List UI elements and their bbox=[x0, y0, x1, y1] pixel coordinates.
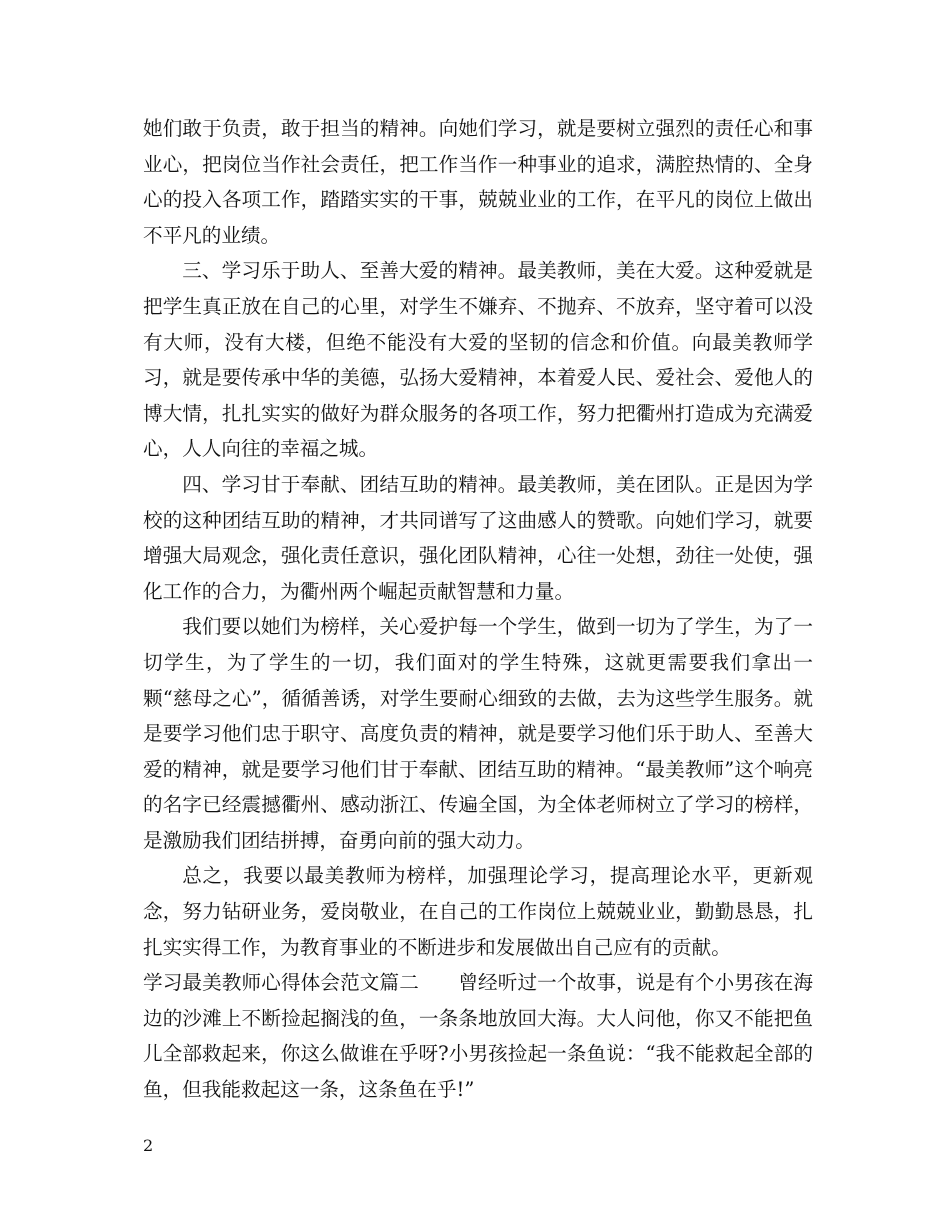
paragraph-4: 我们要以她们为榜样，关心爱护每一个学生，做到一切为了学生，为了一切学生，为了学生的一切，我们面对的学生特殊，这就更需要我们拿出一颗“慈母之心”，循循善诱，对学生要耐心细致的去做，去为这些学生服务。就是要学习他们忠于职守、高度负责的精神，就是要学习他们乐于助人、至善大爱的精神，就是要学习他们甘于奉献、团结互助的精神。“最美教师”这个响亮的名字已经震撼衢州、感动浙江、传遍全国，为全体老师树立了学习的榜样，是激励我们团结拼搏，奋勇向前的强大动力。 bbox=[143, 615, 813, 852]
page-number: 2 bbox=[143, 1136, 154, 1155]
paragraph-3: 四、学习甘于奉献、团结互助的精神。最美教师，美在团队。正是因为学校的这种团结互助的精神，才共同谱写了这曲感人的赞歌。向她们学习，就要增强大局观念，强化责任意识，强化团队精神，心往一处想，劲往一处使，强化工作的合力，为衢州两个崛起贡献智慧和力量。 bbox=[143, 472, 813, 603]
paragraph-2: 三、学习乐于助人、至善大爱的精神。最美教师，美在大爱。这种爱就是把学生真正放在自己的心里，对学生不嫌弃、不抛弃、不放弃，坚守着可以没有大师，没有大楼，但绝不能没有大爱的坚韧的信念和价值。向最美教师学习，就是要传承中华的美德，弘扬大爱精神，本着爱人民、爱社会、爱他人的博大情，扎扎实实的做好为群众服务的各项工作，努力把衢州打造成为充满爱心，人人向往的幸福之城。 bbox=[143, 259, 813, 461]
paragraph-5: 总之，我要以最美教师为榜样，加强理论学习，提高理论水平，更新观念，努力钻研业务，爱岗敬业，在自己的工作岗位上兢兢业业，勤勤恳恳，扎扎实实得工作，为教育事业的不断进步和发展做出自己应有的贡献。 bbox=[143, 864, 813, 959]
paragraph-1: 她们敢于负责，敢于担当的精神。向她们学习，就是要树立强烈的责任心和事业心，把岗位当作社会责任，把工作当作一种事业的追求，满腔热情的、全身心的投入各项工作，踏踏实实的干事，兢兢业业的工作，在平凡的岗位上做出不平凡的业绩。 bbox=[143, 117, 813, 247]
paragraph-6: 学习最美教师心得体会范文篇二 曾经听过一个故事，说是有个小男孩在海边的沙滩上不断捡起搁浅的鱼，一条条地放回大海。大人问他，你又不能把鱼儿全部救起来，你这么做谁在乎呀?小男孩捡起一条鱼说：“我不能救起全部的鱼，但我能救起这一条，这条鱼在乎!” bbox=[143, 971, 813, 1102]
document-body bbox=[143, 111, 813, 1108]
